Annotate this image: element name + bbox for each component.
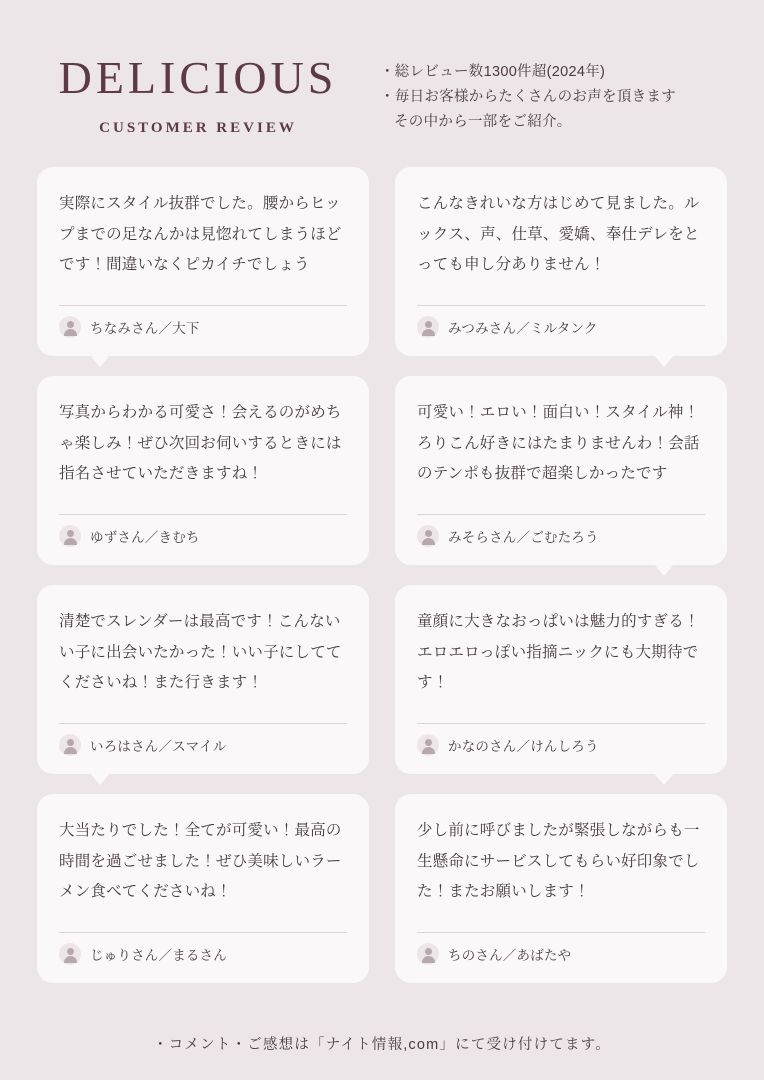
speech-tail: [89, 354, 111, 367]
speech-tail: [653, 772, 675, 785]
review-card: [395, 167, 727, 356]
author-row: [417, 316, 705, 342]
page-header: [0, 0, 764, 137]
review-text: 童顔に大きなおっぱいは魅力的すぎる！エロエロっぽい指摘ニックにも大期待です！: [417, 613, 700, 691]
avatar-icon: [59, 316, 81, 338]
header-notes: [358, 48, 734, 135]
avatar-icon: [59, 525, 81, 547]
divider: [59, 305, 347, 306]
author-name: いろはさん／スマイル: [90, 739, 227, 755]
review-card: [395, 376, 727, 565]
list-item: [37, 794, 369, 983]
avatar-icon: [417, 316, 439, 338]
divider: [417, 514, 705, 515]
header-note-2: ・毎日お客様からたくさんのお声を頂きます: [380, 88, 676, 105]
review-card: [395, 585, 727, 774]
avatar-icon: [417, 734, 439, 756]
review-card: [37, 167, 369, 356]
author-name: ちのさん／あばたや: [448, 948, 572, 964]
author-row: [417, 734, 705, 760]
list-item: [395, 376, 727, 565]
author-name: ゆずさん／きむち: [90, 530, 200, 546]
page-title: DELICIOUS: [58, 52, 338, 103]
footer-note: ・コメント・ご感想は「ナイト情報,com」にて受け付けてます。: [153, 1037, 611, 1053]
speech-tail: [653, 563, 675, 576]
review-card: [395, 794, 727, 983]
review-text: 大当たりでした！全てが可愛い！最高の時間を過ごせました！ぜひ美味しいラーメン食べてくださいね！: [59, 822, 342, 900]
header-note-3: その中から一部をご紹介。: [394, 113, 572, 130]
header-note-1: ・総レビュー数1300件超(2024年): [380, 64, 606, 80]
speech-tail: [89, 772, 111, 785]
author-name: みそらさん／ごむたろう: [448, 530, 599, 546]
author-name: ちなみさん／大下: [90, 321, 200, 337]
review-text: 実際にスタイル抜群でした。腰からヒップまでの足なんかは見惚れてしまうほどです！間違いなくピカイチでしょう: [59, 195, 342, 273]
author-row: [59, 525, 347, 551]
avatar-icon: [417, 943, 439, 965]
list-item: [395, 167, 727, 356]
list-item: [37, 585, 369, 774]
review-card: [37, 585, 369, 774]
review-card: [37, 794, 369, 983]
title-block: [38, 48, 358, 137]
speech-tail: [653, 354, 675, 367]
avatar-icon: [417, 525, 439, 547]
review-text: 清楚でスレンダーは最高です！こんないい子に出会いたかった！いい子にしててくださいね！また行きます！: [59, 613, 342, 691]
divider: [59, 723, 347, 724]
divider: [417, 932, 705, 933]
author-row: [417, 943, 705, 969]
reviews-grid: [37, 167, 727, 983]
review-text: 可愛い！エロい！面白い！スタイル神！ろりこん好きにはたまりませんわ！会話のテンポも抜群で超楽しかったです: [417, 404, 700, 482]
author-row: [59, 316, 347, 342]
page-subtitle: CUSTOMER REVIEW: [99, 120, 297, 137]
divider: [417, 305, 705, 306]
divider: [59, 514, 347, 515]
avatar-icon: [59, 943, 81, 965]
author-row: [59, 943, 347, 969]
review-text: 少し前に呼びましたが緊張しながらも一生懸命にサービスしてもらい好印象でした！またお願いします！: [417, 822, 700, 900]
list-item: [37, 376, 369, 565]
author-name: じゅりさん／まるさん: [90, 948, 227, 964]
avatar-icon: [59, 734, 81, 756]
review-text: 写真からわかる可愛さ！会えるのがめちゃ楽しみ！ぜひ次回お伺いするときには指名させていただきますね！: [59, 404, 342, 482]
review-text: こんなきれいな方はじめて見ました。ルックス、声、仕草、愛嬌、奉仕デレをとっても申し分ありません！: [417, 195, 700, 273]
divider: [59, 932, 347, 933]
author-name: かなのさん／けんしろう: [448, 739, 599, 755]
review-card: [37, 376, 369, 565]
author-row: [417, 525, 705, 551]
divider: [417, 723, 705, 724]
author-row: [59, 734, 347, 760]
list-item: [395, 585, 727, 774]
list-item: [37, 167, 369, 356]
author-name: みつみさん／ミルタンク: [448, 321, 598, 337]
list-item: [395, 794, 727, 983]
